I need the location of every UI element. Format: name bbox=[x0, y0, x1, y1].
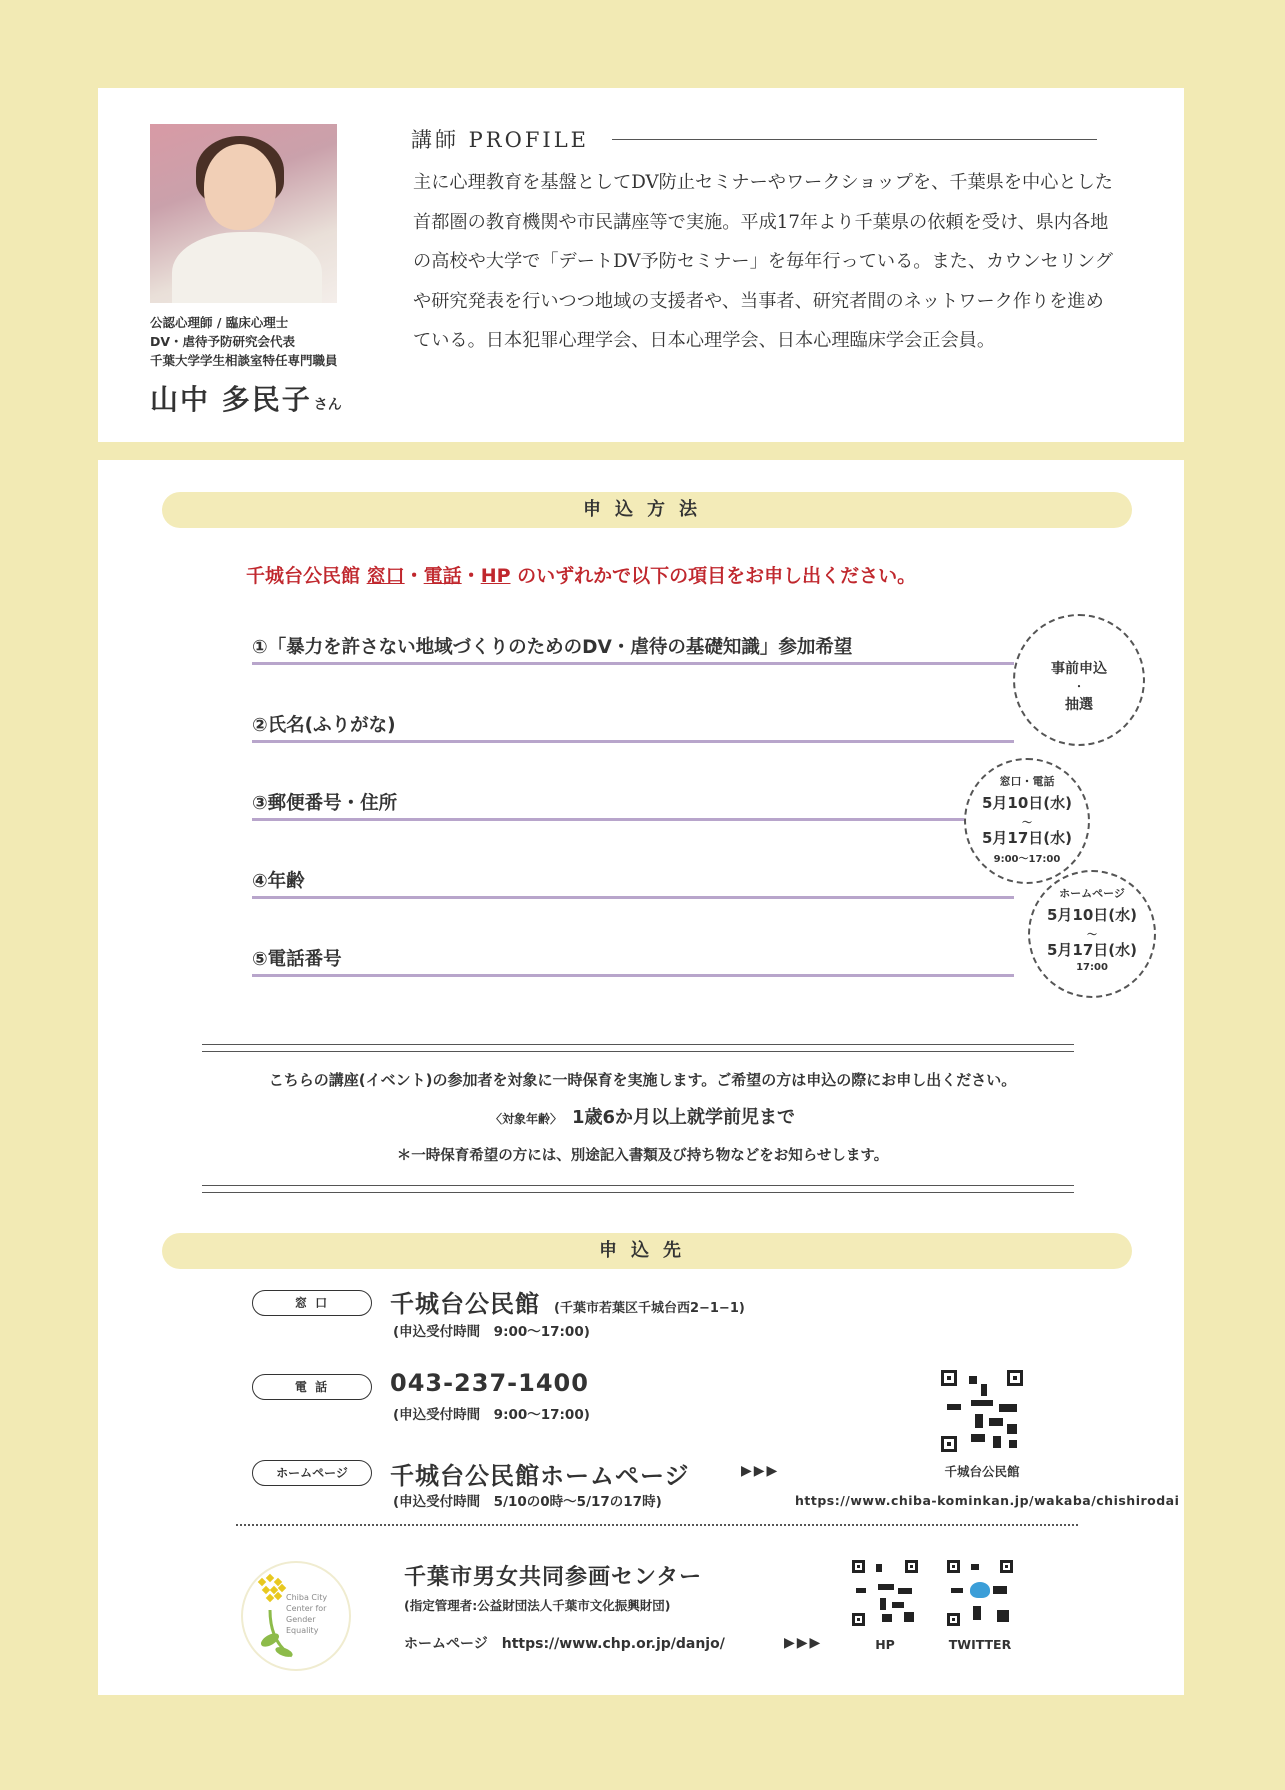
logo-text: Gender bbox=[286, 1615, 316, 1624]
profile-text: 主に心理教育を基盤としてDV防止セミナーやワークショップを、千葉県を中心とした首都圏の教育機関や市民講座等で実施。平成17年より千葉県の依頼を受け、県内各地の高校や大学で「デートDV予防セミナー」を毎年行っている。また、カウンセリングや研究発表を行いつつ地域の支援者や、当事者、研究者間のネットワーク作りを進めている。日本犯罪心理学会、日本心理学会、日本心理臨床学会正会員。 bbox=[413, 172, 1113, 351]
speaker-name-text: 山中 多民子 bbox=[150, 383, 312, 416]
badge-from: 5月10日(水) bbox=[1046, 906, 1138, 924]
counter-address: (千葉市若葉区千城台西2−1−1) bbox=[554, 1301, 745, 1316]
footer-divider bbox=[236, 1524, 1078, 1526]
apply-item-rule bbox=[252, 896, 1014, 899]
profile-heading: 講師 PROFILE bbox=[411, 128, 589, 152]
apply-method-counter: 窓口 bbox=[366, 565, 405, 587]
childcare-target-value: 1歳6か月以上就学前児まで bbox=[571, 1107, 796, 1128]
apply-lead-sep: ・ bbox=[404, 565, 424, 587]
apply-item-4: ④年齢 bbox=[252, 871, 305, 892]
phone-pill: 電 話 bbox=[252, 1374, 372, 1400]
apply-method-phone: 電話 bbox=[423, 565, 462, 587]
speaker-role: DV・虐待予防研究会代表 bbox=[150, 334, 296, 349]
childcare-rule-bottom bbox=[202, 1185, 1074, 1193]
badge-text: 抽選 bbox=[1065, 697, 1093, 713]
speaker-role: 千葉大学学生相談室特任専門職員 bbox=[150, 353, 338, 368]
badge-tilde: 〜 bbox=[1022, 818, 1032, 829]
hp-qr-code[interactable] bbox=[852, 1560, 918, 1626]
logo-text: Chiba City bbox=[286, 1593, 328, 1602]
apply-item-rule bbox=[252, 974, 1014, 977]
org-manager: (指定管理者:公益財団法人千葉市文化振興財団) bbox=[404, 1598, 671, 1613]
web-arrows: ▶▶▶ bbox=[741, 1463, 780, 1479]
counter-phone-period-badge bbox=[964, 758, 1090, 884]
apply-item-rule bbox=[252, 818, 1014, 821]
badge-to: 5月17日(水) bbox=[981, 829, 1073, 847]
apply-lead-suffix: のいずれかで以下の項目をお申し出ください。 bbox=[510, 565, 917, 587]
twitter-qr-code[interactable] bbox=[947, 1560, 1013, 1626]
apply-item-rule bbox=[252, 662, 1014, 665]
childcare-target-label: 〈対象年齢〉 bbox=[489, 1112, 562, 1126]
counter-name: 千城台公民館 bbox=[390, 1290, 540, 1318]
badge-text: 事前申込 bbox=[1051, 661, 1107, 677]
pre-registration-badge bbox=[1013, 614, 1145, 746]
speaker-roles bbox=[150, 313, 338, 370]
counter-destination bbox=[390, 1284, 745, 1319]
speaker-role: 公認心理師 / 臨床心理士 bbox=[150, 315, 289, 330]
childcare-note: ＊一時保育希望の方には、別途記入書類及び持ち物などをお知らせします。 bbox=[396, 1148, 889, 1164]
kominkan-qr-code[interactable] bbox=[941, 1370, 1023, 1452]
destination-band: 申込先 bbox=[162, 1233, 1132, 1269]
childcare-notice: こちらの講座(イベント)の参加者を対象に一時保育を実施します。ご希望の方は申込の際にお申し出ください。 bbox=[268, 1071, 1017, 1089]
logo-text: Equality bbox=[286, 1626, 319, 1635]
apply-method-band: 申込方法 bbox=[162, 492, 1132, 528]
profile-heading-rule bbox=[612, 139, 1097, 140]
badge-time: 9:00〜17:00 bbox=[993, 854, 1061, 865]
twitter-qr-label: TWITTER bbox=[948, 1637, 1012, 1652]
org-name: 千葉市男女共同参画センター bbox=[404, 1565, 703, 1590]
counter-hours: (申込受付時間 9:00〜17:00) bbox=[393, 1324, 590, 1340]
org-hp-label: ホームページ bbox=[404, 1636, 488, 1652]
badge-tilde: 〜 bbox=[1087, 930, 1097, 941]
badge-text: ・ bbox=[1074, 682, 1084, 693]
badge-title: ホームページ bbox=[1059, 887, 1125, 900]
center-logo bbox=[240, 1560, 352, 1672]
badge-title: 窓口・電話 bbox=[999, 775, 1055, 788]
apply-item-rule bbox=[252, 740, 1014, 743]
web-period-badge bbox=[1028, 870, 1156, 998]
apply-item-1: ①「暴力を許さない地域づくりのためのDV・虐待の基礎知識」参加希望 bbox=[252, 637, 853, 658]
apply-lead bbox=[246, 561, 916, 588]
twitter-bird-icon bbox=[970, 1582, 990, 1598]
apply-lead-prefix: 千城台公民館 bbox=[246, 565, 367, 587]
apply-method-hp: HP bbox=[480, 565, 511, 587]
apply-item-3: ③郵便番号・住所 bbox=[252, 793, 398, 814]
speaker-name-suffix: さん bbox=[313, 397, 342, 413]
kominkan-qr-label: 千城台公民館 bbox=[944, 1464, 1020, 1479]
org-hp-url[interactable]: https://www.chp.or.jp/danjo/ bbox=[501, 1636, 725, 1652]
speaker-photo bbox=[150, 124, 337, 303]
childcare-rule-top bbox=[202, 1044, 1074, 1052]
apply-lead-sep: ・ bbox=[461, 565, 481, 587]
footer-arrows: ▶▶▶ bbox=[784, 1635, 823, 1651]
phone-number: 043-237-1400 bbox=[390, 1369, 589, 1397]
org-homepage bbox=[404, 1633, 725, 1653]
web-pill: ホームページ bbox=[252, 1460, 372, 1486]
apply-item-5: ⑤電話番号 bbox=[252, 949, 342, 970]
phone-hours: (申込受付時間 9:00〜17:00) bbox=[393, 1407, 590, 1423]
badge-time: 17:00 bbox=[1076, 962, 1108, 973]
badge-from: 5月10日(水) bbox=[981, 794, 1073, 812]
childcare-target bbox=[0, 1103, 1285, 1129]
kominkan-url[interactable]: https://www.chiba-kominkan.jp/wakaba/chishirodai bbox=[795, 1493, 1180, 1508]
web-hours: (申込受付時間 5/10の0時〜5/17の17時) bbox=[393, 1494, 662, 1510]
hp-qr-label: HP bbox=[875, 1637, 895, 1652]
counter-pill: 窓 口 bbox=[252, 1290, 372, 1316]
apply-item-2: ②氏名(ふりがな) bbox=[252, 715, 396, 736]
web-destination[interactable]: 千城台公民館ホームページ bbox=[390, 1462, 690, 1490]
speaker-name bbox=[150, 378, 342, 418]
logo-text: Center for bbox=[286, 1604, 327, 1613]
badge-to: 5月17日(水) bbox=[1046, 941, 1138, 959]
